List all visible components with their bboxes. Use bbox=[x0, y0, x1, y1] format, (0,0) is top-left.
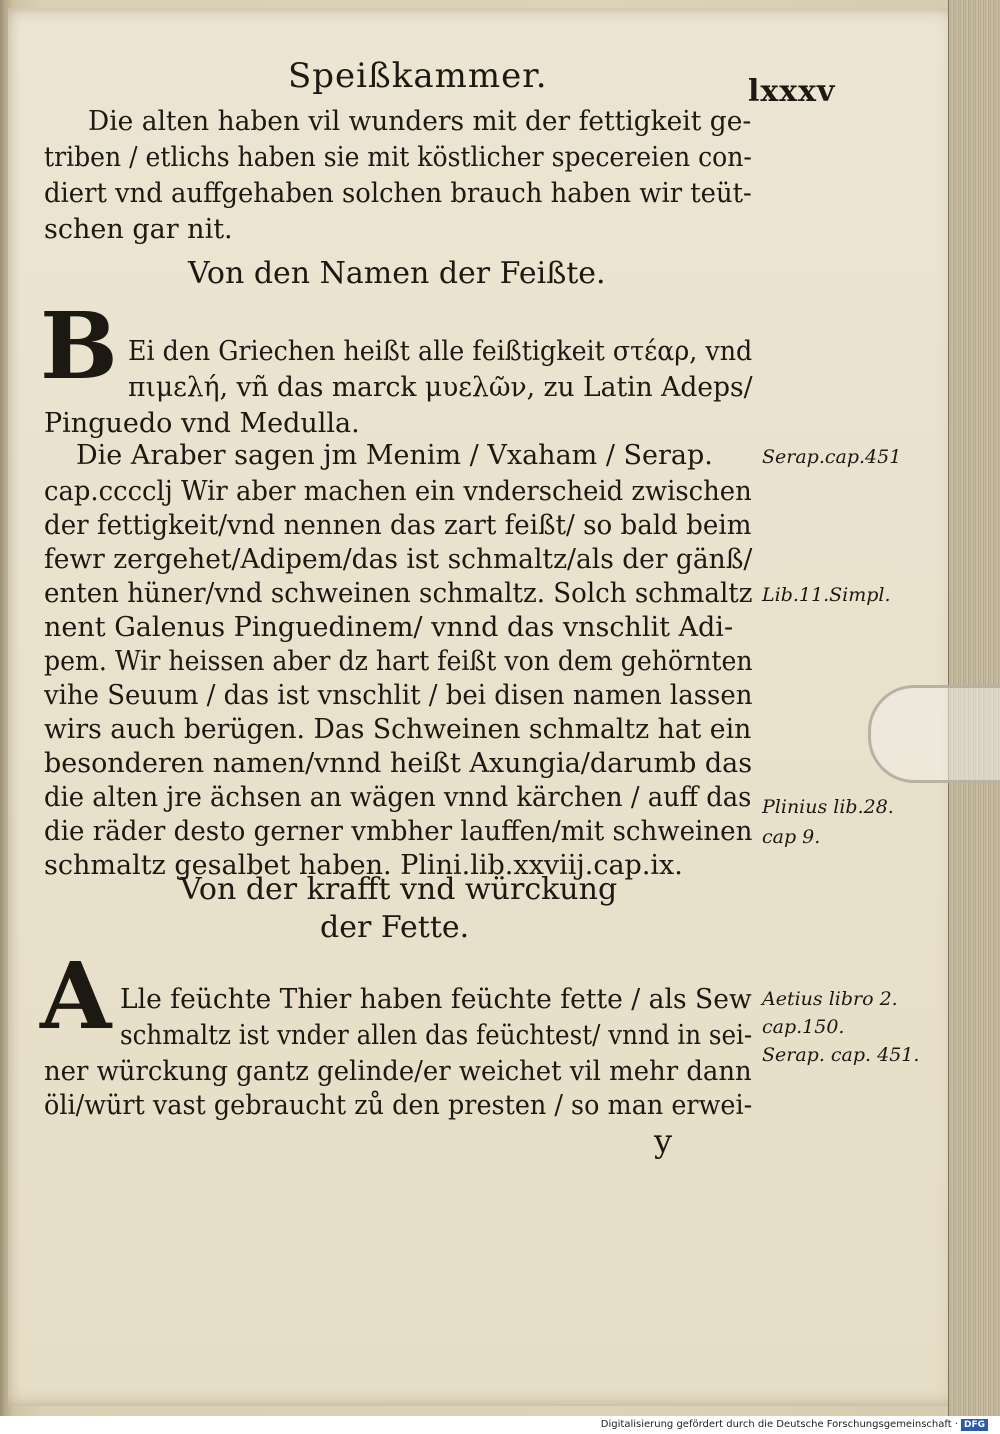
text-line: fewr zergehet/Adipem/das ist schmaltz/als der gänß/ bbox=[44, 544, 753, 575]
text-line: der fettigkeit/vnd nennen das zart feißt/ so bald beim bbox=[44, 510, 752, 541]
text-line: nent Galenus Pinguedinem/ vnnd das vnschlit Adi- bbox=[44, 612, 734, 643]
section-heading: Von den Namen der Feißte. bbox=[188, 256, 606, 291]
margin-note: Serap. cap. 451. bbox=[762, 1044, 920, 1066]
text-line: triben / etlichs haben sie mit köstlicher specereien con- bbox=[44, 142, 752, 173]
text-line: diert vnd auffgehaben solchen brauch haben wir teüt- bbox=[44, 178, 752, 209]
margin-note: Aetius libro 2. bbox=[762, 988, 898, 1010]
text-line: die räder desto gerner vmbher lauffen/mit schweinen bbox=[44, 816, 753, 847]
text-line: vihe Seuum / das ist vnschlit / bei disen namen lassen bbox=[44, 680, 753, 711]
page-clip bbox=[868, 685, 1000, 783]
text-line: besonderen namen/vnnd heißt Axungia/darumb das bbox=[44, 748, 753, 779]
margin-note: Lib.11.Simpl. bbox=[762, 584, 891, 606]
text-line: die alten jre ächsen an wägen vnnd kärchen / auff das bbox=[44, 782, 752, 813]
margin-note: cap.150. bbox=[762, 1016, 845, 1038]
text-line: Ei den Griechen heißt alle feißtigkeit στέαρ, vnd bbox=[128, 336, 753, 367]
margin-note: Plinius lib.28. bbox=[762, 796, 894, 818]
text-line: Die Araber sagen jm Menim / Vxaham / Serap. bbox=[76, 440, 713, 471]
running-title: Speißkammer. bbox=[288, 56, 548, 96]
signature-mark: y bbox=[654, 1122, 673, 1160]
text-line: pem. Wir heissen aber dz hart feißt von dem gehörnten bbox=[44, 646, 753, 677]
text-line: schmaltz ist vnder allen das feüchtest/ vnnd in sei- bbox=[120, 1020, 753, 1051]
text-line: öli/würt vast gebraucht zů den presten / so man erwei- bbox=[44, 1090, 753, 1121]
folio-number: lxxxv bbox=[748, 74, 836, 109]
text-line: Die alten haben vil wunders mit der fettigkeit ge- bbox=[88, 106, 752, 137]
drop-initial: A bbox=[40, 942, 112, 1050]
footer-credit: Digitalisierung gefördert durch die Deutsche Forschungsgemeinschaft · bbox=[600, 1419, 958, 1430]
text-line: Pinguedo vnd Medulla. bbox=[44, 408, 360, 439]
margin-note: Serap.cap.451 bbox=[762, 446, 902, 468]
drop-initial: B bbox=[40, 292, 118, 400]
text-line: Lle feüchte Thier haben feüchte fette / als Sew bbox=[120, 984, 752, 1015]
section-heading: der Fette. bbox=[320, 910, 470, 945]
text-line: πιμελή, vñ das marck μυελῶν, zu Latin Adeps/ bbox=[128, 372, 753, 403]
text-line: cap.cccclj Wir aber machen ein vnderscheid zwischen bbox=[44, 476, 752, 507]
text-line: enten hüner/vnd schweinen schmaltz. Solch schmaltz bbox=[44, 578, 753, 609]
text-line: ner würckung gantz gelinde/er weichet vil mehr dann bbox=[44, 1056, 752, 1087]
dfg-logo: DFG bbox=[961, 1419, 988, 1431]
text-line: schen gar nit. bbox=[44, 214, 233, 245]
footer-bar bbox=[0, 1416, 1000, 1434]
margin-note: cap 9. bbox=[762, 826, 821, 848]
section-heading: Von der krafft vnd würckung bbox=[180, 872, 618, 907]
text-line: wirs auch berügen. Das Schweinen schmaltz hat ein bbox=[44, 714, 752, 745]
text-line: schmaltz gesalbet haben. Plini.lib.xxviij.cap.ix. bbox=[44, 850, 683, 881]
